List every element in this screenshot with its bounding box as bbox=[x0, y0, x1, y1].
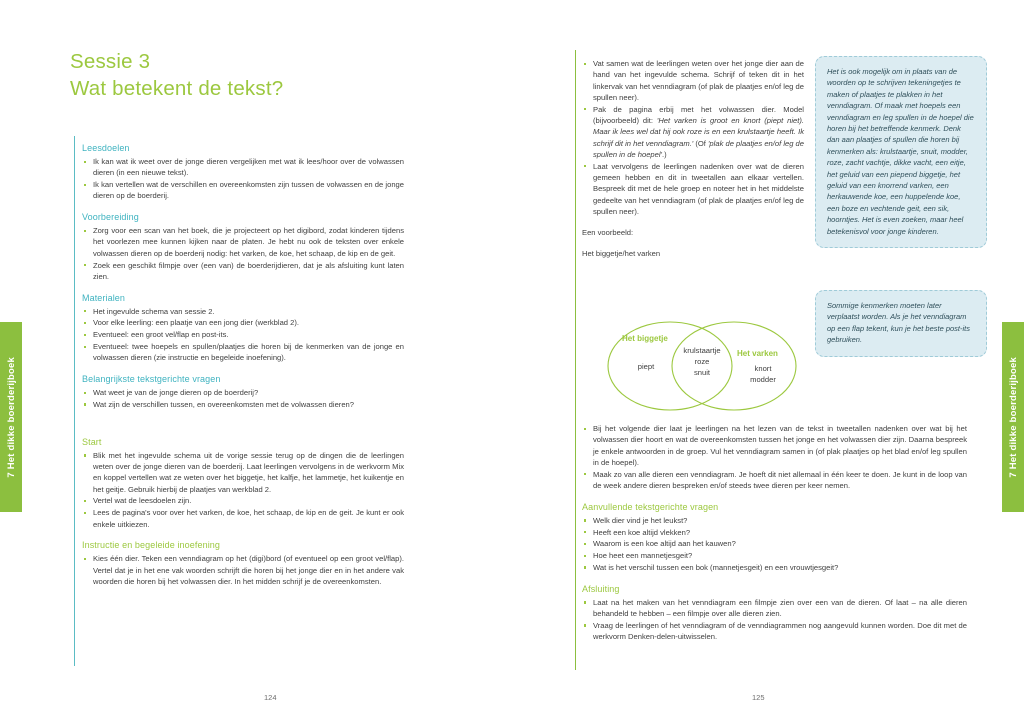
list-item: Kies één dier. Teken een venndiagram op het (digi)bord (of eventueel op een groot vel/flap). Vertel dat je in het ene vak woorden schrijft die horen bij het jonge dier en in het andere vak woorden die horen bij het volwassen dier. In het midden schrijf je de overeenkomsten. bbox=[82, 553, 404, 587]
list-item: Vertel wat de leesdoelen zijn. bbox=[82, 495, 404, 506]
list-item: Bij het volgende dier laat je leerlingen na het lezen van de tekst in tweetallen nadenken over wat bij het volwassen dier hoort en wat de overeenkomsten tussen het jonge en het volwassen dier zijn. Daarna bespreek je enkele antwoorden in de groep. Vul het venndiagram samen in (of plak plaatjes op het blad en/of leg spullen in de hoepel). bbox=[582, 423, 967, 468]
list-voorbereiding bbox=[82, 225, 404, 282]
list-item: Blik met het ingevulde schema uit de vorige sessie terug op de dingen die de leerlingen weten over de jonge dieren van de boerderij. Laat leerlingen vervolgens in de werkvorm Mix en koppel vertellen wat ze weten over het biggetje, het kalfje, het lammetje, het kuikentje en het geitje. Gebruik hierbij de plaatjes van werkblad 2. bbox=[82, 450, 404, 495]
list-item: Zorg voor een scan van het boek, die je projecteert op het digibord, zodat kinderen tijdens het voorlezen mee kunnen kijken naar de platen. Je hebt nu ook de teksten over enkele volwassen dieren op de boerderij nodig: het varken, de koe, het schaap, de kip en de geit. bbox=[82, 225, 404, 259]
list-item: Eventueel: een groot vel/flap en post-its. bbox=[82, 329, 404, 340]
list-instructie bbox=[82, 553, 404, 587]
section-heading-materialen: Materialen bbox=[82, 292, 126, 303]
list-item: Vat samen wat de leerlingen weten over het jonge dier aan de hand van het ingevulde schema. Schrijf of teken dit in het linkervak van het venndiagram (of plak de plaatjes en/of leg de spullen neer). bbox=[582, 58, 804, 103]
list-aanvullende-vragen bbox=[582, 515, 967, 573]
side-note-1: Het is ook mogelijk om in plaats van de woorden op te schrijven tekeningetjes te maken of plaatjes te plakken in het venndiagram. Of maak met hoepels een venndiagram en leg spullen in de hoepel die horen bij het betreffende kenmerk. Denk dan aan plaatjes of spullen die horen bij kenmerken als: krulstaartje, snuit, modder, roze, zacht vachtje, dikke vacht, een eitje, het geluid van een piepend biggetje, het geluid van een knorrend varken, een herkauwende koe, een huppelende koe, een boze en vechtende geit, een sik, hoorntjes. Het is even zoeken, maar heel betekenisvol voor jonge kinderen. bbox=[815, 56, 987, 248]
folio-left: 124 bbox=[264, 693, 277, 702]
page-title bbox=[70, 48, 470, 102]
list-item: Lees de pagina's voor over het varken, de koe, het schaap, de kip en de geit. Je kunt er ook enkele uitkiezen. bbox=[82, 507, 404, 530]
left-column-body bbox=[82, 142, 404, 588]
side-tab-left-label: 7 Het dikke boerderijboek bbox=[5, 356, 17, 478]
list-item: Laat na het maken van het venndiagram een filmpje zien over een van de dieren. Of laat – na alle dieren behandeld te hebben – een filmpje over alle dieren zien. bbox=[582, 597, 967, 620]
list-item: Eventueel: twee hoepels en spullen/plaatjes die horen bij de kenmerken van de jonge en volwassen dieren (zie instructie en begeleide inoefening). bbox=[82, 341, 404, 364]
list-item: Heeft een koe altijd vlekken? bbox=[582, 527, 967, 538]
venn-left-title: Het biggetje bbox=[622, 334, 668, 343]
venn-center-item-1: krulstaartje bbox=[683, 346, 721, 355]
list-item: Laat vervolgens de leerlingen nadenken over wat de dieren gemeen hebben en dit in tweetallen aan elkaar vertellen. Bespreek dit met de hele groep en noteer het in het middelste gedeelte van het venndiagram (of plak de plaatjes en/of leg de spullen neer). bbox=[582, 161, 804, 217]
venn-center-item-2: roze bbox=[694, 357, 710, 366]
margin-rule-right bbox=[575, 50, 576, 670]
list-item: Waarom is een koe altijd aan het kauwen? bbox=[582, 538, 967, 549]
list-start bbox=[82, 450, 404, 530]
list-item: Wat weet je van de jonge dieren op de boerderij? bbox=[82, 387, 404, 398]
venn-center-item-3: snuit bbox=[693, 368, 711, 377]
list-item: Welk dier vind je het leukst? bbox=[582, 515, 967, 526]
page-title-line-1: Sessie 3 bbox=[70, 50, 151, 73]
venn-right-item-1: knort bbox=[754, 364, 772, 373]
example-caption: Het biggetje/het varken bbox=[582, 249, 661, 259]
list-item: Wat is het verschil tussen een bok (mannetjesgeit) en een vrouwtjesgeit? bbox=[582, 562, 967, 573]
section-heading-aanvullende-vragen: Aanvullende tekstgerichte vragen bbox=[582, 501, 719, 512]
list-item: Zoek een geschikt filmpje over (een van) de boerderijdieren, dat je als afsluiting kunt laten zien. bbox=[82, 260, 404, 283]
right-column-top bbox=[582, 58, 804, 260]
side-note-2: Sommige kenmerken moeten later verplaatst worden. Als je het venndiagram op een flap tekent, kun je het beste post-its gebruiken. bbox=[815, 290, 987, 357]
side-tab-left bbox=[0, 322, 22, 512]
section-heading-afsluiting: Afsluiting bbox=[582, 583, 620, 594]
section-heading-start: Start bbox=[82, 436, 102, 447]
list-leesdoelen bbox=[82, 156, 404, 202]
list-item: Wat zijn de verschillen tussen, en overeenkomsten met de volwassen dieren? bbox=[82, 399, 404, 410]
venn-right-item-2: modder bbox=[750, 375, 776, 384]
model-tail-b: .) bbox=[662, 149, 667, 159]
section-heading-belangrijkste-vragen: Belangrijkste tekstgerichte vragen bbox=[82, 374, 221, 385]
list-item: Vraag de leerlingen of het venndiagram of de venndiagrammen nog aangevuld kunnen worden. Doe dit met de werkvorm Denken-delen-uitwisselen. bbox=[582, 620, 967, 643]
margin-rule-left bbox=[74, 136, 75, 666]
side-tab-right bbox=[1002, 322, 1024, 512]
page-title-line-2: Wat betekent de tekst? bbox=[70, 77, 284, 100]
page-left bbox=[22, 0, 512, 724]
section-heading-voorbereiding: Voorbereiding bbox=[82, 212, 139, 223]
list-afsluiting bbox=[582, 597, 967, 643]
list-item: Voor elke leerling: een plaatje van een jong dier (werkblad 2). bbox=[82, 317, 404, 328]
list-belangrijkste-vragen bbox=[82, 387, 404, 410]
list-item: Maak zo van alle dieren een venndiagram. Je hoeft dit niet allemaal in één keer te doen. Je kunt in de loop van de week andere dieren bespreken en/of steeds twee dieren per keer nemen. bbox=[582, 469, 967, 492]
venn-left-items: piept bbox=[637, 362, 655, 371]
model-lead: Pak de pagina erbij met het volwassen dier. Model (bijvoorbeeld) dit: bbox=[593, 104, 804, 125]
side-tab-right-label: 7 Het dikke boerderijboek bbox=[1007, 356, 1019, 478]
list-item-model bbox=[582, 104, 804, 160]
model-tail-quote: 'plak de plaatjes en/of leg de spullen in de hoepel' bbox=[593, 138, 805, 159]
list-item: Het ingevulde schema van sessie 2. bbox=[82, 306, 404, 317]
example-intro: Een voorbeeld: bbox=[582, 228, 634, 238]
list-item: Ik kan wat ik weet over de jonge dieren vergelijken met wat ik lees/hoor over de volwassen dieren (in een nieuwe tekst). bbox=[82, 156, 404, 179]
list-right-top bbox=[582, 58, 804, 217]
list-item: Hoe heet een mannetjesgeit? bbox=[582, 550, 967, 561]
list-item: Ik kan vertellen wat de verschillen en overeenkomsten zijn tussen de volwassen en de jonge dieren op de boerderij. bbox=[82, 179, 404, 202]
section-heading-leesdoelen: Leesdoelen bbox=[82, 143, 130, 153]
list-materialen bbox=[82, 306, 404, 364]
list-after-venn bbox=[582, 423, 967, 491]
venn-right-title: Het varken bbox=[737, 349, 778, 358]
section-heading-instructie: Instructie en begeleide inoefening bbox=[82, 540, 220, 551]
model-quote: 'Het varken is groot en knort (piept niet). Maar ik lees wel dat hij ook roze is en een krulstaartje heeft. Ik schrijf dit in het venndiagram.' bbox=[593, 115, 804, 148]
model-tail-a: (Of bbox=[693, 138, 708, 148]
venn-diagram bbox=[598, 316, 813, 416]
right-column-bottom bbox=[582, 423, 967, 643]
folio-right: 125 bbox=[752, 693, 765, 702]
